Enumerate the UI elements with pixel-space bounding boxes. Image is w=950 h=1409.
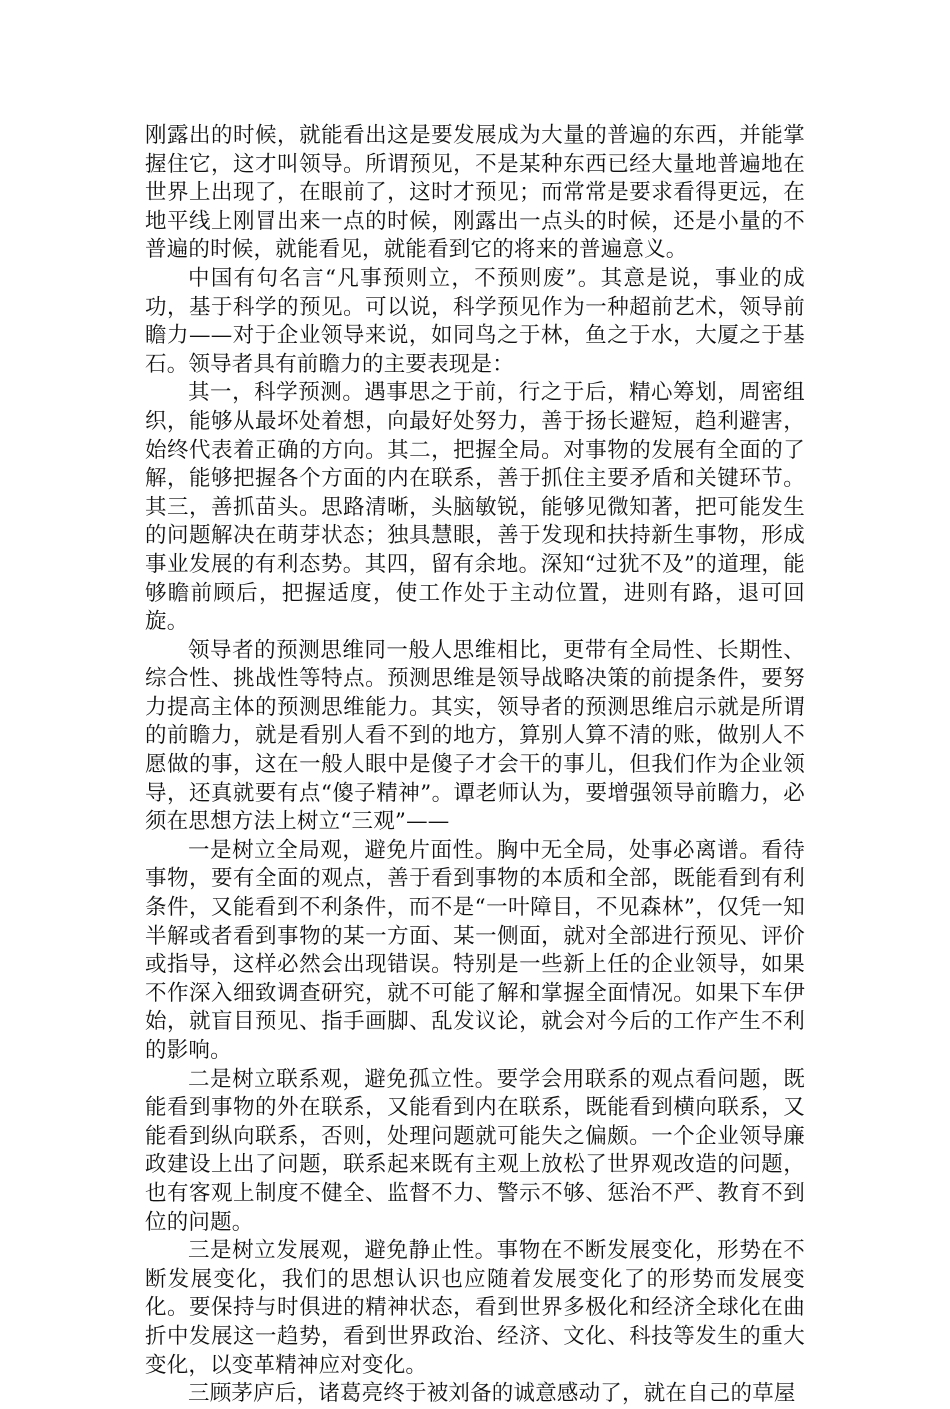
paragraph-3: 其一，科学预测。遇事思之于前，行之于后，精心筹划，周密组织，能够从最坏处着想，向最好处努力，善于扬长避短，趋利避害，始终代表着正确的方向。其二，把握全局。对事物的发展有全面的了解，能够把握各个方面的内在联系，善于抓住主要矛盾和关键环节。其三，善抓苗头。思路清晰，头脑敏锐，能够见微知著，把可能发生的问题解决在萌芽状态；独具慧眼，善于发现和扶持新生事物，形成事业发展的有利态势。其四，留有余地。深知“过犹不及”的道理，能够瞻前顾后，把握适度，使工作处于主动位置，进则有路，退可回旋。 — [145, 380, 805, 635]
paragraph-2: 中国有句名言“凡事预则立，不预则废”。其意是说，事业的成功，基于科学的预见。可以说，科学预见作为一种超前艺术，领导前瞻力——对于企业领导来说，如同鸟之于林，鱼之于水，大厦之于基石。领导者具有前瞻力的主要表现是： — [145, 265, 805, 377]
paragraph-6: 二是树立联系观，避免孤立性。要学会用联系的观点看问题，既能看到事物的外在联系，又能看到内在联系，既能看到横向联系，又能看到纵向联系，否则，处理问题就可能失之偏颇。一个企业领导廉政建设上出了问题，联系起来既有主观上放松了世界观改造的问题，也有客观上制度不健全、监督不力、警示不够、惩治不严、教育不到位的问题。 — [145, 1066, 805, 1235]
body-text — [145, 122, 805, 1409]
paragraph-1: 刚露出的时候，就能看出这是要发展成为大量的普遍的东西，并能掌握住它，这才叫领导。所谓预见，不是某种东西已经大量地普遍地在世界上出现了，在眼前了，这时才预见；而常常是要求看得更远，在地平线上刚冒出来一点的时候，刚露出一点头的时候，还是小量的不普遍的时候，就能看见，就能看到它的将来的普遍意义。 — [145, 123, 805, 263]
paragraph-4: 领导者的预测思维同一般人思维相比，更带有全局性、长期性、综合性、挑战性等特点。预测思维是领导战略决策的前提条件，要努力提高主体的预测思维能力。其实，领导者的预测思维启示就是所谓的前瞻力，就是看别人看不到的地方，算别人算不清的账，做别人不愿做的事，这在一般人眼中是傻子才会干的事儿，但我们作为企业领导，还真就要有点“傻子精神”。谭老师认为，要增强领导前瞻力，必须在思想方法上树立“三观”—— — [145, 637, 805, 835]
paragraph-7: 三是树立发展观，避免静止性。事物在不断发展变化，形势在不断发展变化，我们的思想认识也应随着发展变化了的形势而发展变化。要保持与时俱进的精神状态，看到世界多极化和经济全球化在曲折中发展这一趋势，看到世界政治、经济、文化、科技等发生的重大变化，以变革精神应对变化。 — [145, 1238, 805, 1378]
paragraph-8: 三顾茅庐后，诸葛亮终于被刘备的诚意感动了，就在自己的草屋 — [188, 1381, 796, 1407]
paragraph-5: 一是树立全局观，避免片面性。胸中无全局，处事必离谱。看待事物，要有全面的观点，善于看到事物的本质和全部，既能看到有利条件，又能看到不利条件，而不是“一叶障目，不见森林”，仅凭一知半解或者看到事物的某一方面、某一侧面，就对全部进行预见、评价或指导，这样必然会出现错误。特别是一些新上任的企业领导，如果不作深入细致调查研究，就不可能了解和掌握全面情况。如果下车伊始，就盲目预见、指手画脚、乱发议论，就会对今后的工作产生不利的影响。 — [145, 837, 805, 1063]
